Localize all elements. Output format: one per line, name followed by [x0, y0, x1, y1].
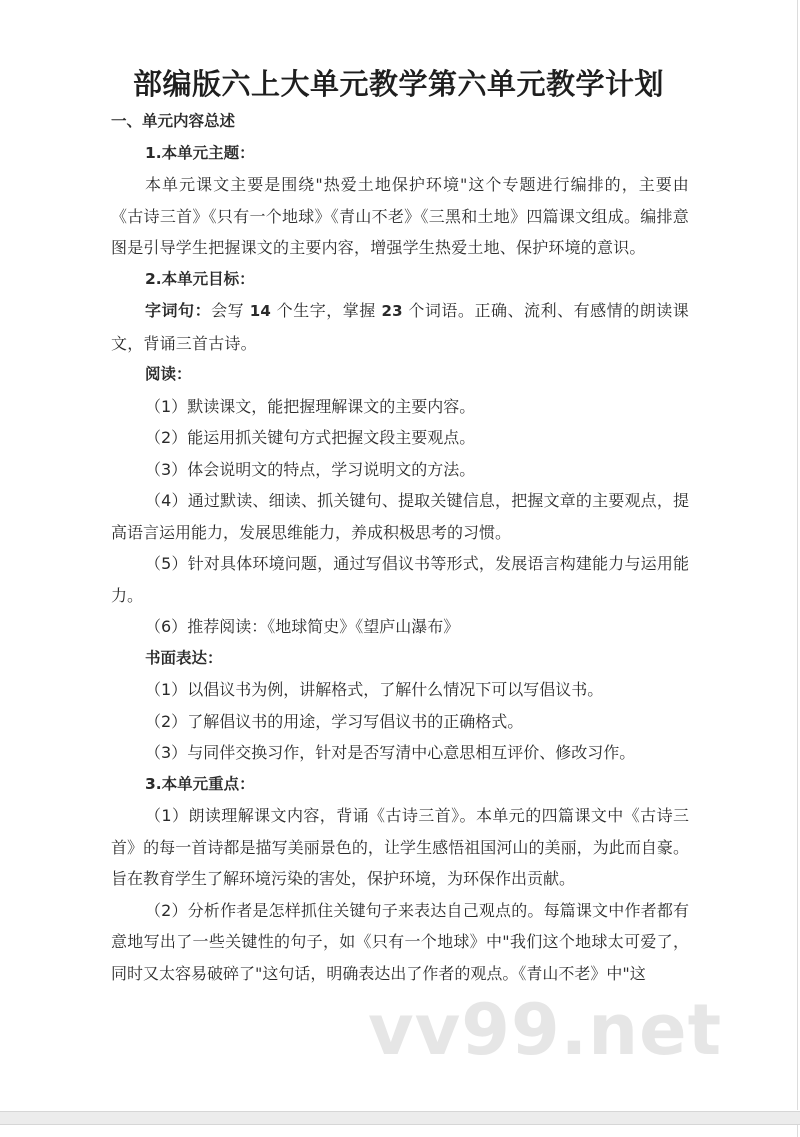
subheading-theme: 1.本单元主题：	[145, 143, 255, 162]
writing-item-3	[111, 737, 689, 769]
item-number: （2）	[145, 900, 188, 920]
reading-item-6	[111, 611, 689, 643]
words-text-b: 个生字，掌握	[271, 301, 382, 320]
words-text-c: 个词语。正确、流利、有感情的朗读课文，背诵三首古诗。	[111, 301, 689, 353]
subheading-goals: 2.本单元目标：	[145, 269, 255, 288]
item-number: （5）	[145, 554, 188, 573]
char-count: 14	[249, 302, 272, 320]
reading-item-3	[111, 454, 689, 486]
theme-paragraph: 本单元课文主要是围绕"热爱土地保护环境"这个专题进行编排的，主要由《古诗三首》《只有一个地球》《青山不老》《三黑和土地》四篇课文组成。编排意图是引导学生把握课文的主要内容，增强学生热爱土地、保护环境的意识。	[111, 175, 689, 257]
words-text-a: 会写	[211, 301, 250, 320]
item-number: （2）	[145, 428, 188, 447]
subheading-reading: 阅读：	[145, 365, 192, 383]
item-text: 能运用抓关键句方式把握文段主要观点。	[187, 428, 476, 447]
watermark: vv99.net	[368, 989, 723, 1071]
goals-words-paragraph	[111, 295, 689, 359]
focus-item-1	[111, 800, 689, 895]
section-heading-overview: 一、单元内容总述	[111, 112, 236, 130]
words-label: 字词句：	[145, 301, 212, 320]
subheading-writing: 书面表达：	[145, 648, 223, 667]
document-title: 部编版六上大单元教学第六单元教学计划	[132, 67, 664, 101]
item-text: 分析作者是怎样抓住关键句子来表达自己观点的。每篇课文中作者都有意地写出了一些关键性的句子，如《只有一个地球》中"我们这个地球太可爱了，同时又太容易破碎了"这句话，明确表达出了作者的观点。《青山不老》中"这	[111, 900, 689, 983]
focus-item-2	[111, 895, 689, 990]
reading-item-4	[111, 485, 689, 548]
item-text: 默读课文，能把握理解课文的主要内容。	[187, 396, 476, 416]
item-text: 推荐阅读：《地球简史》《望庐山瀑布》	[187, 617, 460, 636]
reading-item-5	[111, 548, 689, 611]
reading-item-1	[111, 391, 689, 423]
reading-item-2	[111, 422, 689, 454]
item-text: 体会说明文的特点，学习说明文的方法。	[187, 459, 476, 479]
item-number: （1）	[145, 806, 189, 825]
item-number: （2）	[145, 711, 188, 731]
item-number: （4）	[145, 491, 188, 510]
next-page-top	[0, 1125, 798, 1137]
writing-item-2	[111, 706, 689, 738]
item-number: （1）	[145, 680, 188, 699]
item-text: 朗读理解课文内容，背诵《古诗三首》。本单元的四篇课文中《古诗三首》的每一首诗都是描写美丽景色的，让学生感悟祖国河山的美丽，为此而自豪。旨在教育学生了解环境污染的害处，保护环境，为环保作出贡献。	[111, 806, 689, 888]
writing-item-1	[111, 674, 689, 706]
item-number: （3）	[145, 743, 188, 762]
item-text: 通过默读、细读、抓关键句、提取关键信息，把握文章的主要观点，提高语言运用能力，发展思维能力，养成积极思考的习惯。	[111, 491, 689, 542]
document-body	[111, 106, 689, 989]
item-number: （3）	[145, 459, 188, 479]
word-count: 23	[381, 302, 403, 320]
subheading-focus: 3.本单元重点：	[145, 774, 255, 793]
item-text: 了解倡议书的用途，学习写倡议书的正确格式。	[187, 711, 524, 731]
page-separator	[0, 1111, 800, 1125]
item-text: 以倡议书为例，讲解格式，了解什么情况下可以写倡议书。	[187, 680, 604, 699]
item-number: （6）	[145, 617, 188, 636]
item-number: （1）	[145, 396, 188, 416]
item-text: 针对具体环境问题，通过写倡议书等形式，发展语言构建能力与运用能力。	[111, 554, 689, 605]
item-text: 与同伴交换习作，针对是否写清中心意思相互评价、修改习作。	[187, 743, 636, 762]
